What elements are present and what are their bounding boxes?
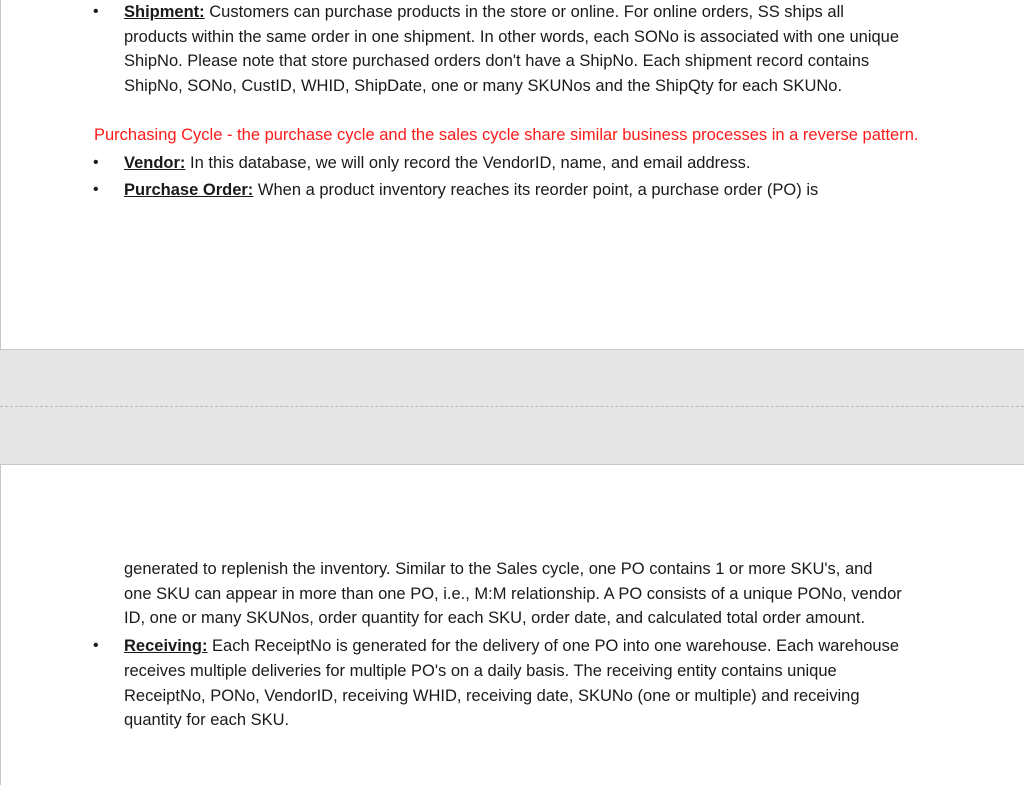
term-shipment: Shipment: [124, 3, 205, 21]
shipment-description: Customers can purchase products in the store or online. For online orders, SS ships all products within the same order in one shipment. In other words, each SONo is associated with one unique ShipNo. Please note that store purchased orders don't have a ShipNo. Each shipment record contains ShipNo, SONo, CustID, WHID, ShipDate, one or many SKUNos and the ShipQty for each SKUNo. [124, 3, 900, 96]
list-item-shipment [1, 0, 904, 99]
purchasing-cycle-heading: Purchasing Cycle - the purchase cycle and the sales cycle share similar business processes in a reverse pattern. [94, 125, 919, 144]
vendor-description: In this database, we will only record the VendorID, name, and email address. [185, 153, 751, 172]
term-vendor: Vendor: [124, 153, 186, 172]
term-purchase-order: Purchase Order: [124, 181, 254, 200]
page-break-divider [0, 406, 1024, 407]
page-top-content [1, 0, 1024, 203]
page-gap [0, 351, 1024, 463]
bullet-icon: • [93, 3, 99, 20]
bullet-icon: • [93, 181, 99, 199]
document-page-top [0, 0, 1024, 350]
list-item-purchase-order [1, 178, 904, 203]
receiving-description: Each ReceiptNo is generated for the delivery of one PO into one warehouse. Each warehouse receives multiple deliveries for multiple PO's on a daily basis. The receiving entity contains unique ReceiptNo, PONo, VendorID, receiving WHID, receiving date, SKUNo (one or multiple) and receiving quantity for each SKU. [124, 637, 900, 730]
term-receiving: Receiving: [124, 637, 208, 656]
list-item-vendor [1, 151, 904, 176]
list-item-purchase-order-continued [1, 557, 904, 631]
bullet-icon: • [93, 153, 99, 171]
document-page-bottom [0, 464, 1024, 785]
purchase-order-description-part2: generated to replenish the inventory. Similar to the Sales cycle, one PO contains 1 or more SKU's, and one SKU can appear in more than one PO, i.e., M:M relationship. A PO consists of a unique PONo, vendor ID, one or many SKUNos, order quantity for each SKU, order date, and calculated total order amount. [124, 560, 902, 628]
list-item-receiving [1, 634, 904, 733]
bullet-icon: • [93, 637, 99, 655]
page-bottom-content [1, 557, 1024, 733]
purchase-order-description-part1: When a product inventory reaches its reorder point, a purchase order (PO) is [253, 181, 819, 200]
